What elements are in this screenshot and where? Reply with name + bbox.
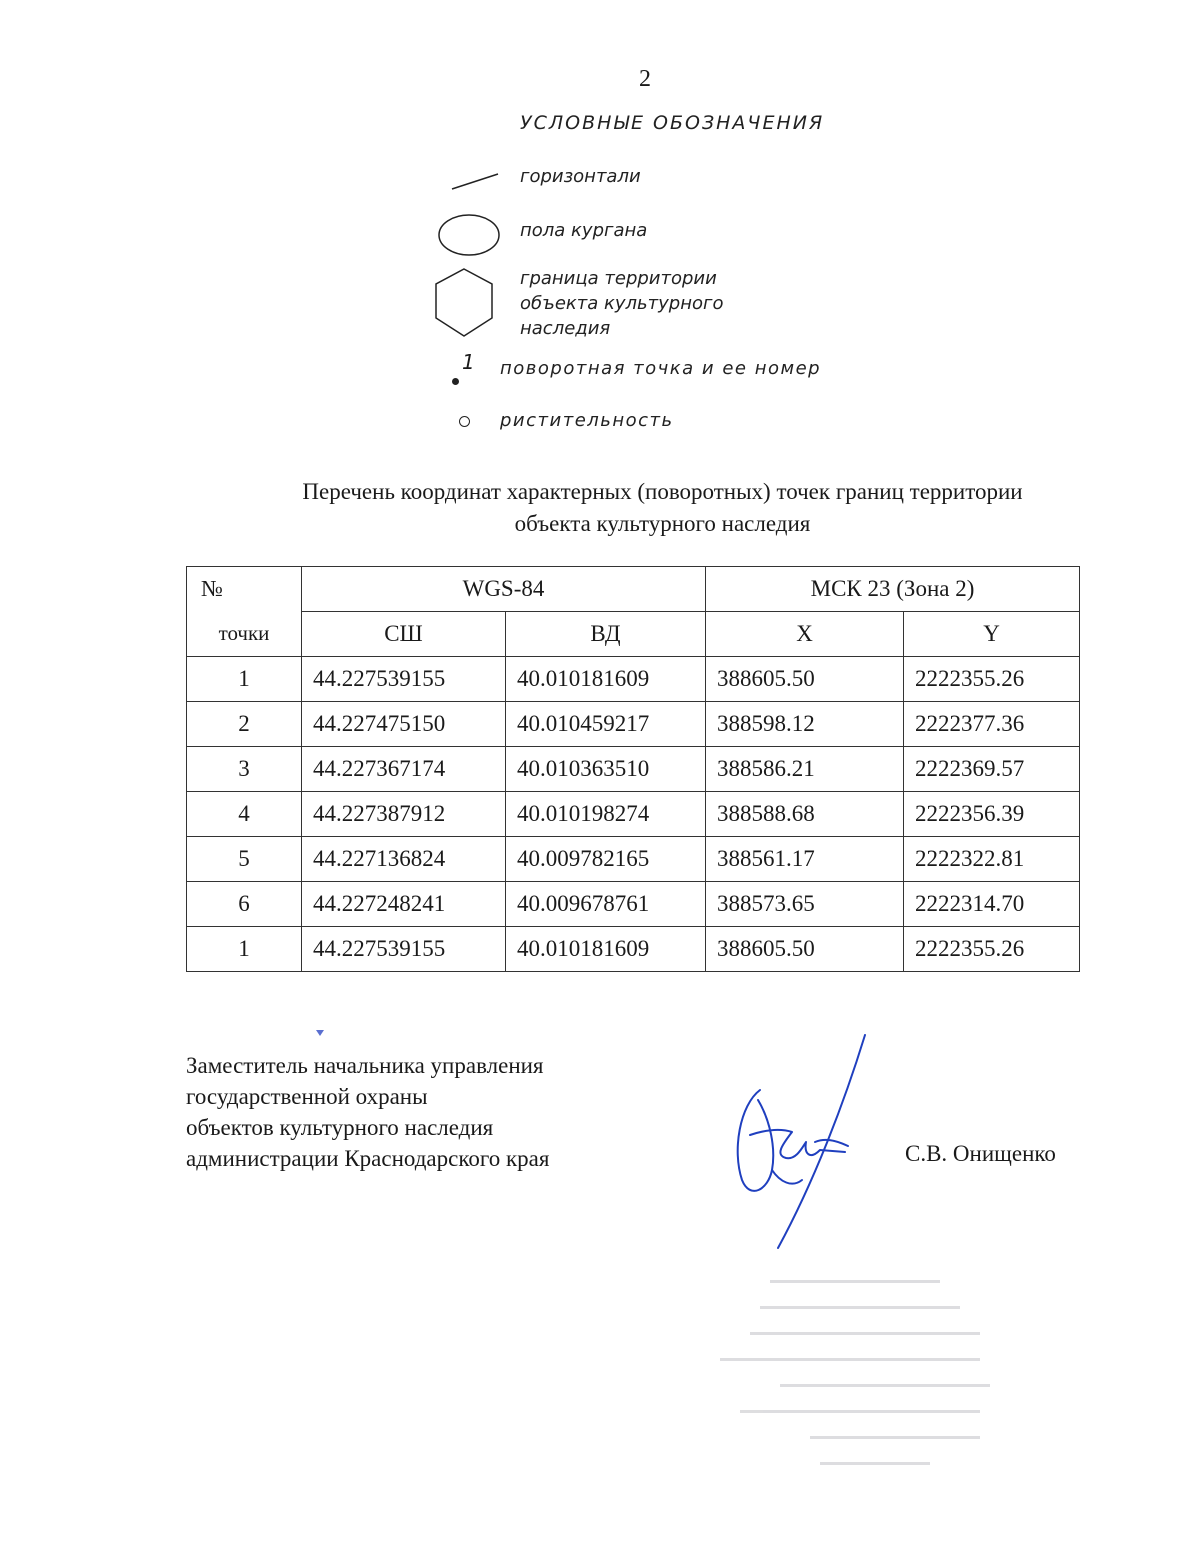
- turning-point-icon: [448, 350, 478, 392]
- position-line-4: администрации Краснодарского края: [186, 1146, 550, 1171]
- lat-cell: 44.227475150: [302, 702, 506, 747]
- header-num-bottom: точки: [187, 612, 302, 657]
- faint-stamp: [700, 1270, 1020, 1480]
- point-number: 1: [187, 657, 302, 702]
- table-caption: [160, 476, 1165, 540]
- point-number: 2: [187, 702, 302, 747]
- ink-mark: [316, 1030, 324, 1036]
- contour-line-icon: [450, 170, 502, 192]
- handwritten-signature: [720, 1030, 880, 1255]
- legend-label-boundary-2: объекта культурного: [520, 293, 724, 314]
- lat-cell: 44.227248241: [302, 882, 506, 927]
- signature-block: [186, 1050, 549, 1174]
- header-msk: МСК 23 (Зона 2): [706, 567, 1080, 612]
- x-cell: 388598.12: [706, 702, 904, 747]
- y-cell: 2222322.81: [904, 837, 1080, 882]
- x-cell: 388573.65: [706, 882, 904, 927]
- caption-line-2: объекта культурного наследия: [514, 511, 811, 536]
- point-number: 6: [187, 882, 302, 927]
- position-line-1: Заместитель начальника управления: [186, 1053, 544, 1078]
- header-x: X: [706, 612, 904, 657]
- y-cell: 2222355.26: [904, 927, 1080, 972]
- page-number: 2: [639, 66, 651, 92]
- table-row: [187, 882, 1080, 927]
- legend-label-mound: пола кургана: [520, 220, 648, 241]
- legend-label-contours: горизонтали: [520, 166, 641, 187]
- x-cell: 388605.50: [706, 657, 904, 702]
- header-y: Y: [904, 612, 1080, 657]
- y-cell: 2222314.70: [904, 882, 1080, 927]
- table-row: [187, 837, 1080, 882]
- legend-label-vegetation: риcтительность: [500, 410, 674, 431]
- legend-label-boundary-3: наследия: [520, 318, 611, 339]
- point-number: 3: [187, 747, 302, 792]
- y-cell: 2222355.26: [904, 657, 1080, 702]
- header-row-1: [187, 567, 1080, 612]
- lon-cell: 40.010459217: [506, 702, 706, 747]
- point-number: 4: [187, 792, 302, 837]
- header-wgs: WGS-84: [302, 567, 706, 612]
- lon-cell: 40.009782165: [506, 837, 706, 882]
- table-row: [187, 792, 1080, 837]
- caption-line-1: Перечень координат характерных (поворотных) точек границ территории: [302, 479, 1023, 504]
- lat-cell: 44.227136824: [302, 837, 506, 882]
- lat-cell: 44.227367174: [302, 747, 506, 792]
- lon-cell: 40.010198274: [506, 792, 706, 837]
- position-line-3: объектов культурного наследия: [186, 1115, 494, 1140]
- lon-cell: 40.010181609: [506, 657, 706, 702]
- point-number: 5: [187, 837, 302, 882]
- y-cell: 2222369.57: [904, 747, 1080, 792]
- y-cell: 2222356.39: [904, 792, 1080, 837]
- lon-cell: 40.010363510: [506, 747, 706, 792]
- x-cell: 388588.68: [706, 792, 904, 837]
- x-cell: 388605.50: [706, 927, 904, 972]
- table-row: [187, 747, 1080, 792]
- header-row-2: [187, 612, 1080, 657]
- header-vd: ВД: [506, 612, 706, 657]
- legend-title: УСЛОВНЫЕ ОБОЗНАЧЕНИЯ: [520, 112, 825, 134]
- legend-label-turning-point: поворотная точка и ее номер: [500, 358, 822, 379]
- y-cell: 2222377.36: [904, 702, 1080, 747]
- lon-cell: 40.009678761: [506, 882, 706, 927]
- table-row: [187, 927, 1080, 972]
- legend-label-boundary-1: граница территории: [520, 268, 717, 289]
- x-cell: 388561.17: [706, 837, 904, 882]
- header-num-top: №: [187, 567, 302, 612]
- lat-cell: 44.227387912: [302, 792, 506, 837]
- table-row: [187, 657, 1080, 702]
- lat-cell: 44.227539155: [302, 657, 506, 702]
- x-cell: 388586.21: [706, 747, 904, 792]
- lat-cell: 44.227539155: [302, 927, 506, 972]
- signer-name: С.В. Онищенко: [905, 1141, 1056, 1166]
- point-number: 1: [187, 927, 302, 972]
- ellipse-icon: [436, 212, 502, 258]
- position-line-2: государственной охраны: [186, 1084, 428, 1109]
- coordinates-table: [186, 566, 1080, 972]
- hexagon-icon: [432, 266, 496, 340]
- table-row: [187, 702, 1080, 747]
- circle-icon: [459, 416, 470, 427]
- lon-cell: 40.010181609: [506, 927, 706, 972]
- turning-point-number: 1: [462, 350, 475, 374]
- header-sh: СШ: [302, 612, 506, 657]
